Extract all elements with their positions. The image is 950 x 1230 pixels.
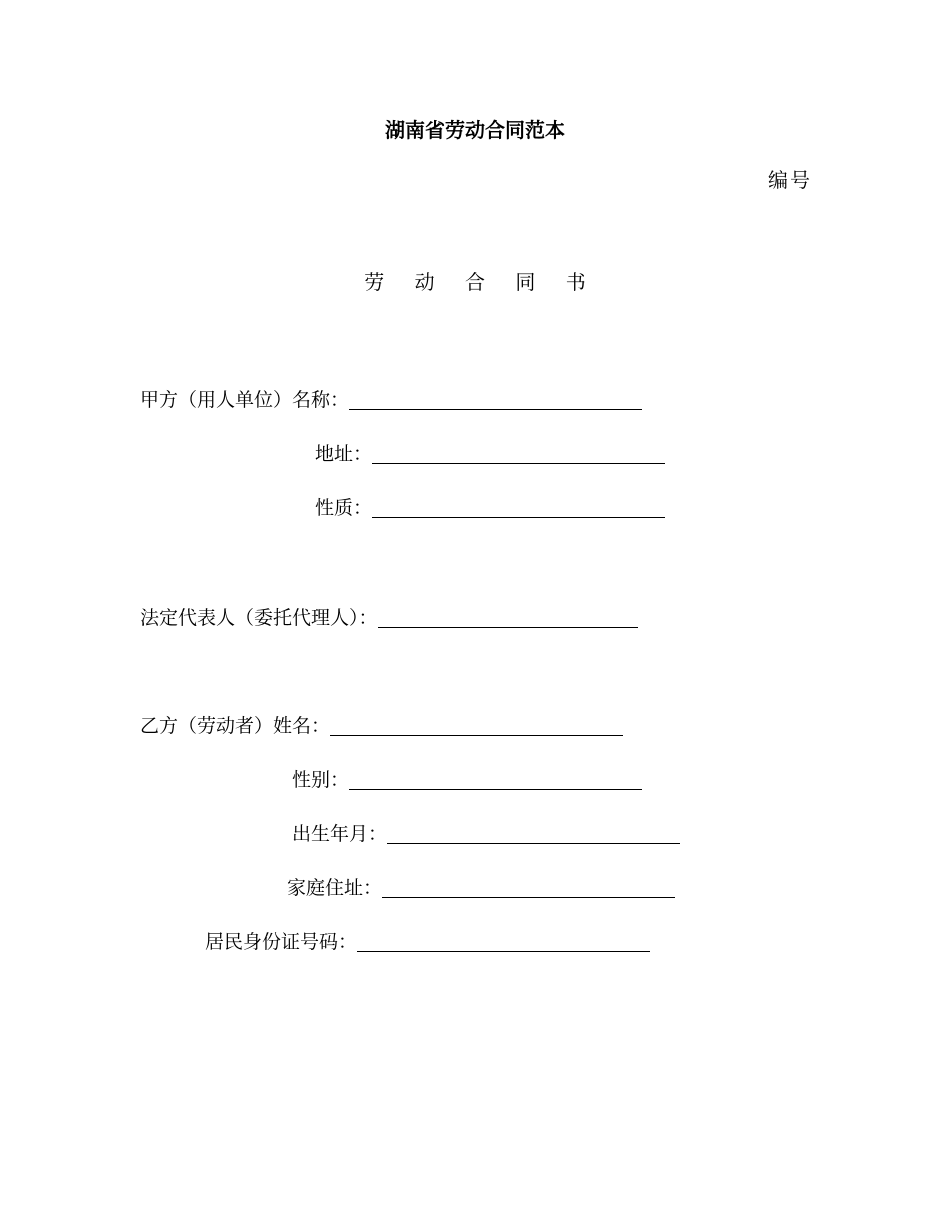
party-b-birth-row	[292, 820, 680, 848]
party-a-address-label: 地址：	[315, 443, 373, 465]
contract-heading: 劳 动 合 同 书	[364, 270, 598, 294]
document-number-label: 编号	[768, 168, 812, 192]
legal-rep-label: 法定代表人（委托代理人）：	[140, 607, 378, 629]
party-a-nature-label: 性质：	[315, 497, 373, 519]
party-b-gender-row	[292, 766, 642, 794]
party-b-address-row	[287, 874, 675, 902]
party-a-name-row	[140, 386, 642, 414]
party-b-address-blank[interactable]	[382, 875, 675, 898]
party-b-birth-label: 出生年月：	[292, 823, 388, 845]
party-b-name-row	[140, 712, 623, 740]
party-b-gender-label: 性别：	[292, 769, 350, 791]
party-b-birth-blank[interactable]	[387, 821, 680, 844]
legal-rep-row	[140, 604, 638, 632]
party-b-address-label: 家庭住址：	[287, 877, 383, 899]
party-a-nature-row	[315, 494, 665, 522]
party-a-name-blank[interactable]	[349, 387, 642, 410]
party-b-name-label: 乙方（劳动者）姓名：	[140, 715, 331, 737]
party-a-address-blank[interactable]	[372, 441, 665, 464]
party-a-name-label: 甲方（用人单位）名称：	[140, 389, 350, 411]
document-title: 湖南省劳动合同范本	[385, 118, 565, 142]
party-a-nature-blank[interactable]	[372, 495, 665, 518]
party-b-name-blank[interactable]	[330, 713, 623, 736]
party-b-id-blank[interactable]	[357, 929, 650, 952]
party-a-address-row	[315, 440, 665, 468]
party-b-gender-blank[interactable]	[349, 767, 642, 790]
legal-rep-blank[interactable]	[378, 605, 638, 628]
party-b-id-row	[205, 928, 650, 956]
party-b-id-label: 居民身份证号码：	[205, 931, 358, 953]
